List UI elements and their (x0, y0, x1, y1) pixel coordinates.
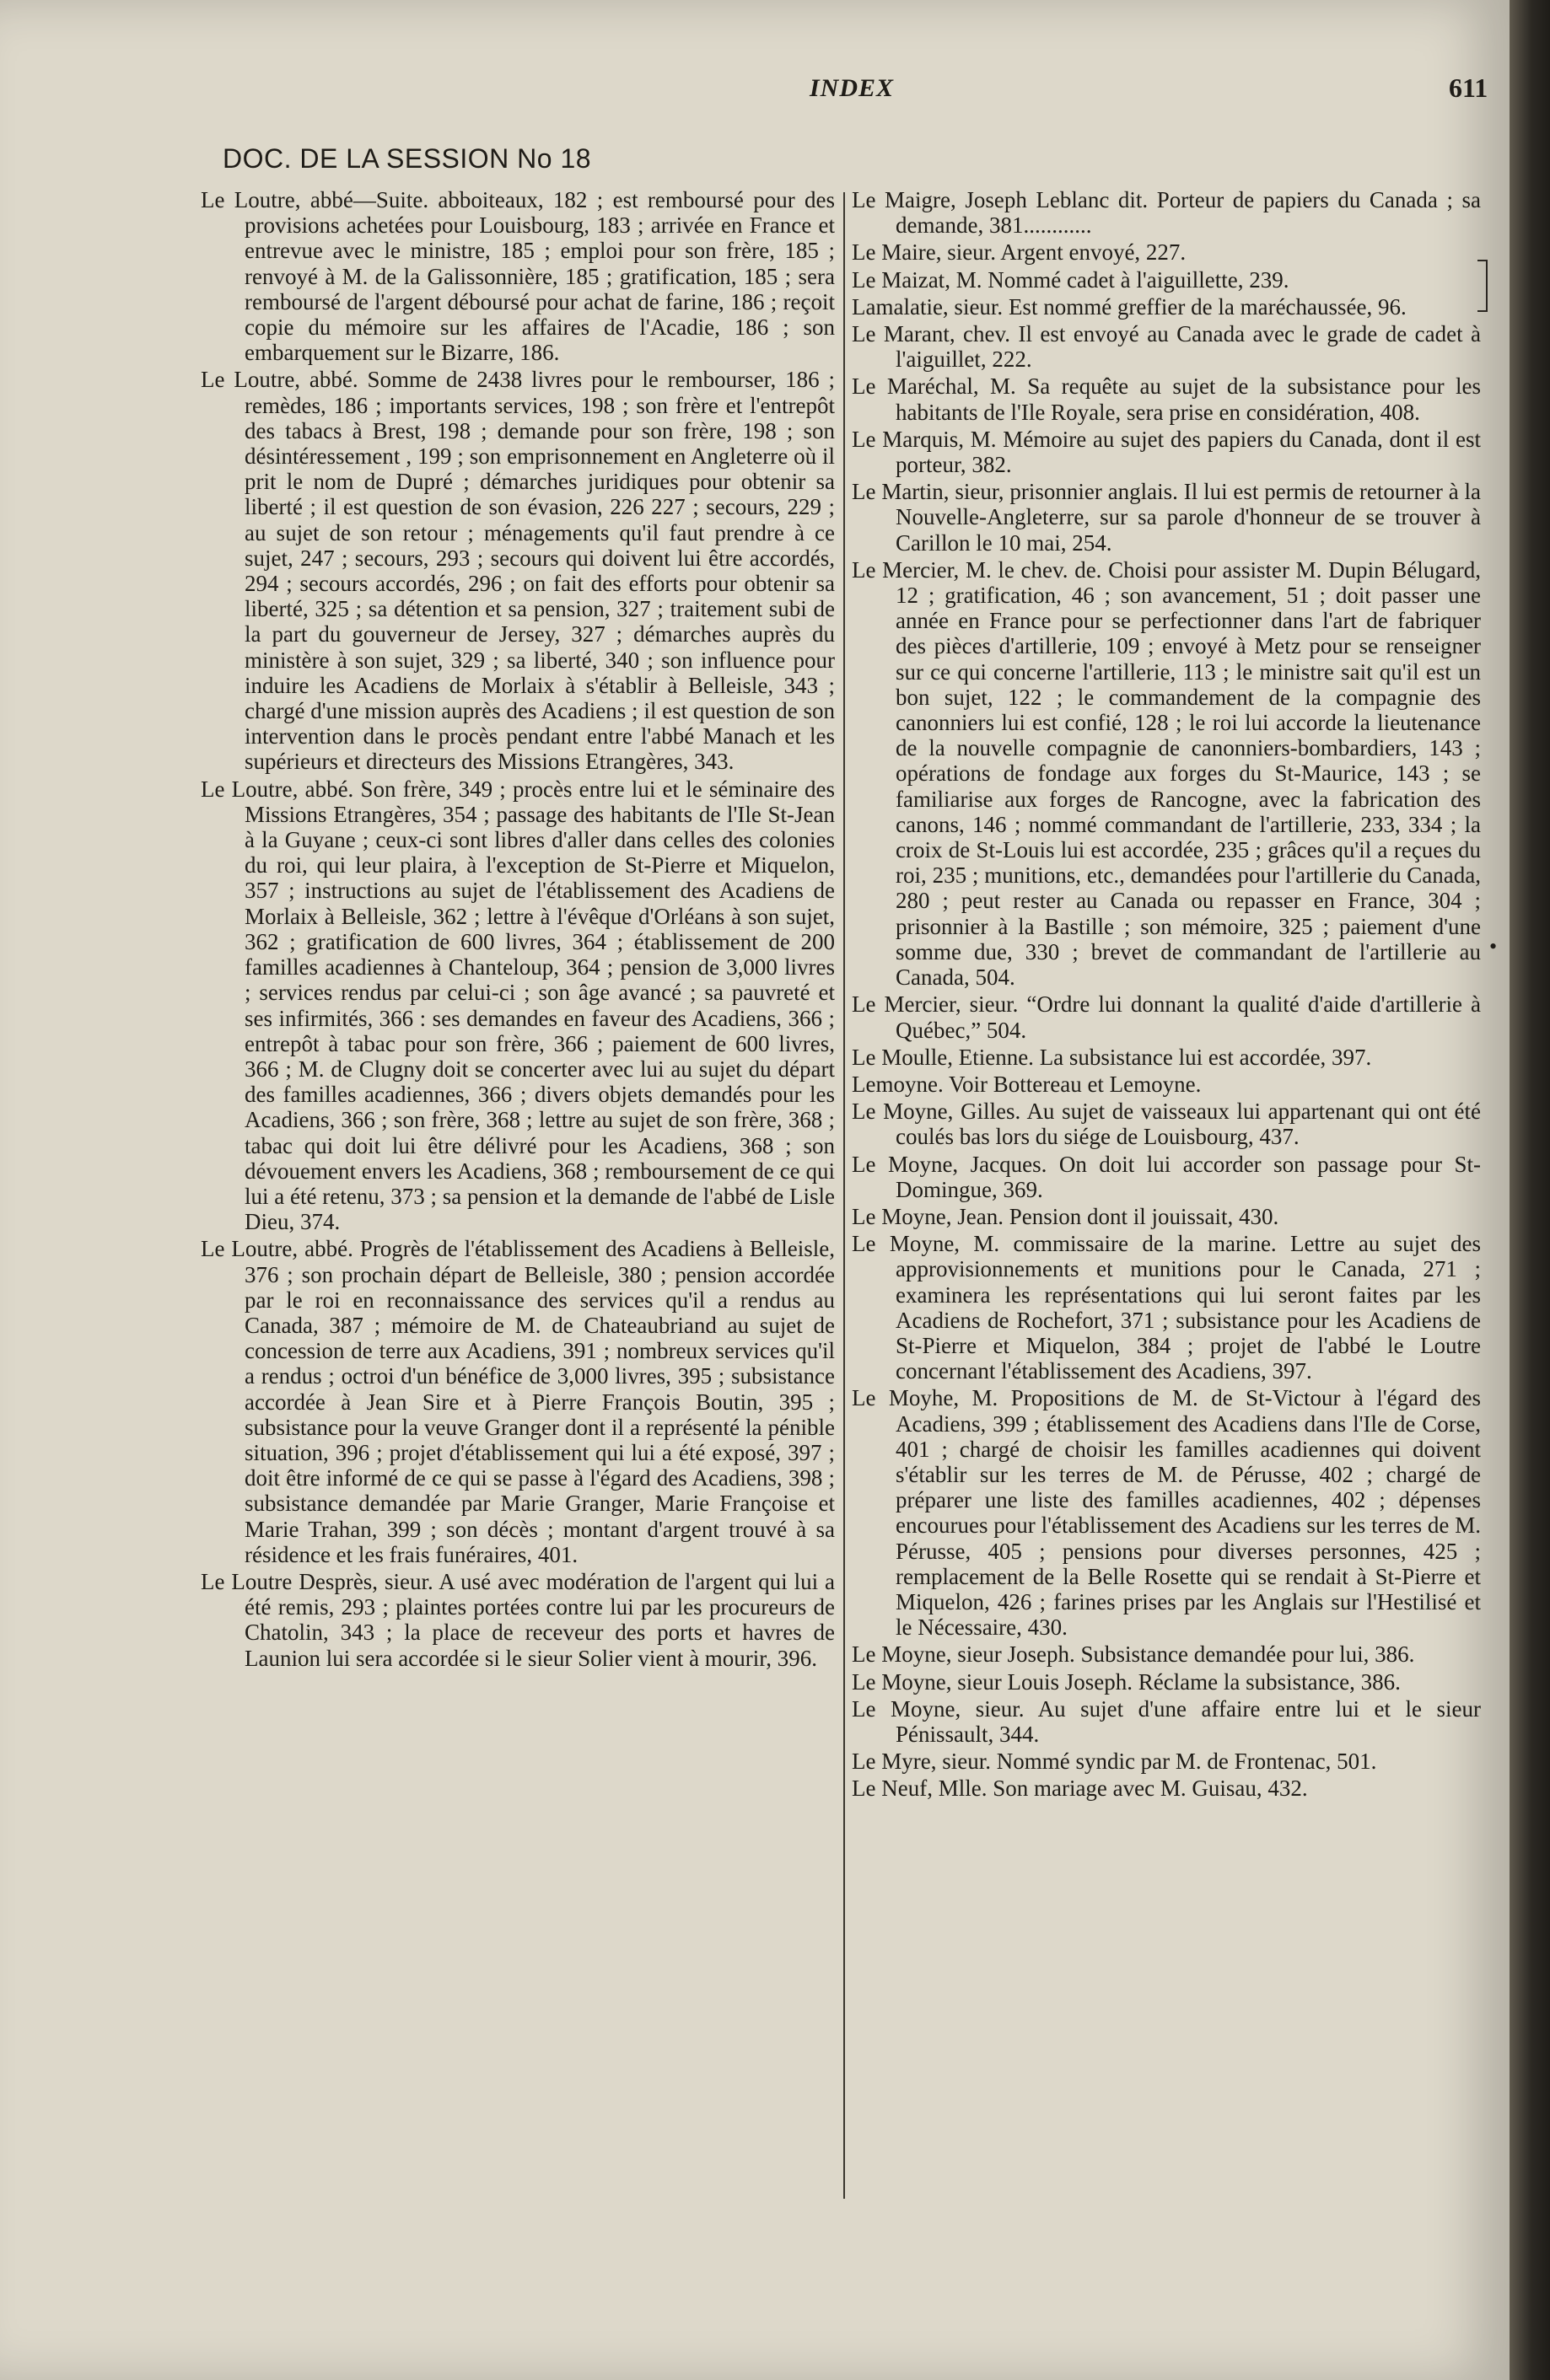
index-entry: Le Maire, sieur. Argent envoyé, 227. (852, 239, 1187, 266)
left-column (201, 187, 835, 1673)
index-entry: Le Neuf, Mlle. Son mariage avec M. Guisau, 432. (852, 1776, 1308, 1802)
index-entry: Le Mercier, sieur. “Ordre lui donnant la qualité d'aide d'artillerie à Québec,” 504. (852, 991, 1481, 1043)
session-title: DOC. DE LA SESSION No 18 (223, 143, 592, 174)
index-entry: Le Loutre, abbé. Son frère, 349 ; procès entre lui et le séminaire des Missions Etrangères, 354 ; passage des habitants de l'Ile St-Jean à la Guyane ; ceux-ci sont libres d'aller dans celles des colonies du roi, qui leur plaira, à l'exception de St-Pierre et Miquelon, 357 ; instructions au sujet de l'établissement des Acadiens de Morlaix à Belleisle, 362 ; lettre à l'évêque d'Orléans à son sujet, 362 ; gratification de 600 livres, 364 ; établissement de 200 familles acadiennes à Chanteloup, 364 ; pension de 3,000 livres ; services rendus par celui-ci ; son âge avancé ; sa pauvreté et ses infirmités, 366 : ses demandes en faveur des Acadiens, 366 ; entrepôt à tabac pour son frère, 366 ; paiement de 600 livres, 366 ; M. de Clugny doit se concerter avec lui au sujet du départ des familles acadiennes, 366 ; divers objets demandés pour les Acadiens, 366 ; son frère, 368 ; lettre au sujet de son frère, 368 ; tabac qui doit lui être délivré pour les Acadiens, 368 ; son dévouement envers les Acadiens, 368 ; remboursement de ce qui lui a été retenu, 373 ; sa pension et la demande de l'abbé de Lisle Dieu, 374. (201, 776, 836, 1235)
index-entry: Le Moulle, Etienne. La subsistance lui est accordée, 397. (852, 1044, 1372, 1070)
index-entry: Le Moyne, Gilles. Au sujet de vaisseaux lui appartenant qui ont été coulés bas lors du siége de Louisbourg, 437. (852, 1099, 1481, 1150)
index-entry: Le Moyne, Jacques. On doit lui accorder son passage pour St-Domingue, 369. (852, 1151, 1481, 1202)
index-entry: Le Loutre Desprès, sieur. A usé avec modération de l'argent qui lui a été remis, 293 ; plaintes portées contre lui par les procureurs de Chatolin, 343 ; la place de receveur des ports et havres de Launion lui sera accordée si le sieur Solier vient à mourir, 396. (201, 1568, 835, 1671)
index-entry: Le Moyne, sieur. Au sujet d'une affaire entre lui et le sieur Pénissault, 344. (852, 1695, 1482, 1747)
index-entry: Le Martin, sieur, prisonnier anglais. Il lui est permis de retourner à la Nouvelle-Angleterre, sur sa parole d'honneur de se trouver à Carillon le 10 mai, 254. (852, 479, 1481, 556)
index-entry: Le Moyne, sieur Joseph. Subsistance demandée pour lui, 386. (852, 1641, 1415, 1668)
index-entry: Le Moyne, sieur Louis Joseph. Réclame la subsistance, 386. (852, 1668, 1401, 1695)
index-entry: Le Maréchal, M. Sa requête au sujet de la subsistance pour les habitants de l'Ile Royale, sera prise en considération, 408. (852, 373, 1482, 425)
index-entry: Le Mercier, M. le chev. de. Choisi pour assister M. Dupin Bélugard, 12 ; gratification, 46 ; son avancement, 51 ; doit passer une année en France pour se perfectionner dans l'art de fabriquer des pièces d'artillerie, 109 ; envoyé à Metz pour se renseigner sur ce qui concerne l'artillerie, 113 ; le ministre sait qu'il est un bon sujet, 122 ; le commandement de la compagnie des canonniers lui est confié, 128 ; le roi lui accorde la lieutenance de la nouvelle compagnie de canonniers-bombardiers, 143 ; opérations de fondage aux forges du St-Maurice, 143 ; se familiarise aux forges de Rancogne, avec la fabrication des canons, 146 ; nommé commandant de l'artillerie, 233, 334 ; la croix de St-Louis lui est accordée, 235 ; grâces qu'il a reçues du roi, 235 ; munitions, etc., demandées pour l'artillerie du Canada, 280 ; peut rester au Canada ou repasser en France, 304 ; prisonnier à la Bastille ; son mémoire, 325 ; paiement d'une somme due, 330 ; brevet de commandant de l'artillerie au Canada, 504. (852, 556, 1481, 991)
right-column (852, 187, 1481, 1803)
index-entry: Le Myre, sieur. Nommé syndic par M. de Frontenac, 501. (852, 1749, 1377, 1775)
index-entry: Le Maigre, Joseph Leblanc dit. Porteur de papiers du Canada ; sa demande, 381............ (852, 187, 1482, 239)
index-entry: Le Loutre, abbé—Suite. abboiteaux, 182 ; est remboursé pour des provisions achetées pour Louisbourg, 183 ; arrivée en France et entrevue avec le ministre, 185 ; emploi pour son frère, 185 ; renvoyé à M. de la Galissonnière, 185 ; gratification, 185 ; sera remboursé de l'argent déboursé pour achat de farine, 186 ; reçoit copie du mémoire sur les affaires de l'Acadie, 186 ; son embarquement sur le Bizarre, 186. (201, 187, 836, 366)
index-entry: Le Maizat, M. Nommé cadet à l'aiguillette, 239. (852, 266, 1289, 293)
index-entry: Le Loutre, abbé. Somme de 2438 livres pour le rembourser, 186 ; remèdes, 186 ; importants services, 198 ; son frère et l'entrepôt des tabacs à Brest, 198 ; demande pour son frère, 198 ; son désintéressement , 199 ; son emprisonnement en Angleterre où il prit le nom de Dupré ; démarches juridiques pour obtenir sa liberté ; il est question de son évasion, 226 227 ; secours, 229 ; au sujet de son retour ; ménagements qu'il faut prendre à ce sujet, 247 ; secours, 293 ; secours qui doivent lui être accordés, 294 ; secours accordés, 296 ; on fait des efforts pour obtenir sa liberté, 325 ; sa détention et sa pension, 327 ; traitement subi de la part du gouverneur de Jersey, 327 ; démarches auprès du ministère à son sujet, 329 ; sa liberté, 340 ; son influence pour induire les Acadiens de Morlaix à s'établir à Belleisle, 343 ; chargé d'une mission auprès des Acadiens ; il est question de son intervention dans le procès pendant entre l'abbé Manach et les supérieurs et directeurs des Missions Etrangères, 343. (201, 367, 836, 775)
column-divider (843, 192, 845, 2199)
index-entry: Lemoyne. Voir Bottereau et Lemoyne. (852, 1071, 1202, 1097)
index-entry: Le Moyne, M. commissaire de la marine. Lettre au sujet des approvisionnements et munitions pour le Canada, 271 ; examinera les représentations qui lui seront faites par les Acadiens de Rochefort, 371 ; subsistance pour les Acadiens de St-Pierre et Miquelon, 384 ; projet de l'abbé le Loutre concernant l'établissement des Acadiens, 397. (852, 1231, 1481, 1384)
book-edge (1510, 0, 1550, 2380)
page-number: 611 (1449, 73, 1488, 103)
index-entry: Le Moyne, Jean. Pension dont il jouissait, 430. (852, 1203, 1279, 1229)
index-entry: Le Marquis, M. Mémoire au sujet des papiers du Canada, dont il est porteur, 382. (852, 426, 1482, 478)
index-entry: Le Loutre, abbé. Progrès de l'établissement des Acadiens à Belleisle, 376 ; son prochain départ de Belleisle, 380 ; pension accordée par le roi en reconnaissance des services qu'il a rendus au Canada, 387 ; mémoire de M. de Chateaubriand au sujet de concession de terre aux Acadiens, 391 ; nombreux services qu'il a rendus ; octroi d'un bénéfice de 3,000 livres, 395 ; subsistance accordée à Jean Sire et à Pierre François Boutin, 395 ; subsistance pour la veuve Granger dont il a représenté la pénible situation, 396 ; projet d'établissement qui lui a été exposé, 397 ; doit être informé de ce qui se passe à l'égard des Acadiens, 398 ; subsistance demandée par Marie Granger, Marie Françoise et Marie Trahan, 399 ; son décès ; montant d'argent trouvé à sa résidence et les frais funéraires, 401. (201, 1236, 836, 1567)
index-entry: Le Marant, chev. Il est envoyé au Canada avec le grade de cadet à l'aiguillet, 222. (852, 321, 1481, 373)
index-entry: Le Moyhe, M. Propositions de M. de St-Victour à l'égard des Acadiens, 399 ; établissement des Acadiens dans l'Ile de Corse, 401 ; chargé de choisir les familles acadiennes qui doivent s'établir sur les terres de M. de Pérusse, 402 ; chargé de préparer une liste des familles acadiennes, 402 ; dépenses encourues pour l'établissement des Acadiens sur les terres de M. Pérusse, 405 ; pensions pour diverses personnes, 425 ; remplacement de la Belle Rosette qui se rendait à St-Pierre et Miquelon, 426 ; farines prises par les Anglais sur l'Hestilisé et le Nécessaire, 430. (852, 1385, 1481, 1641)
index-entry: Lamalatie, sieur. Est nommé greffier de la maréchaussée, 96. (852, 293, 1407, 320)
margin-mark: • (1489, 934, 1498, 959)
running-title: INDEX (810, 74, 895, 102)
